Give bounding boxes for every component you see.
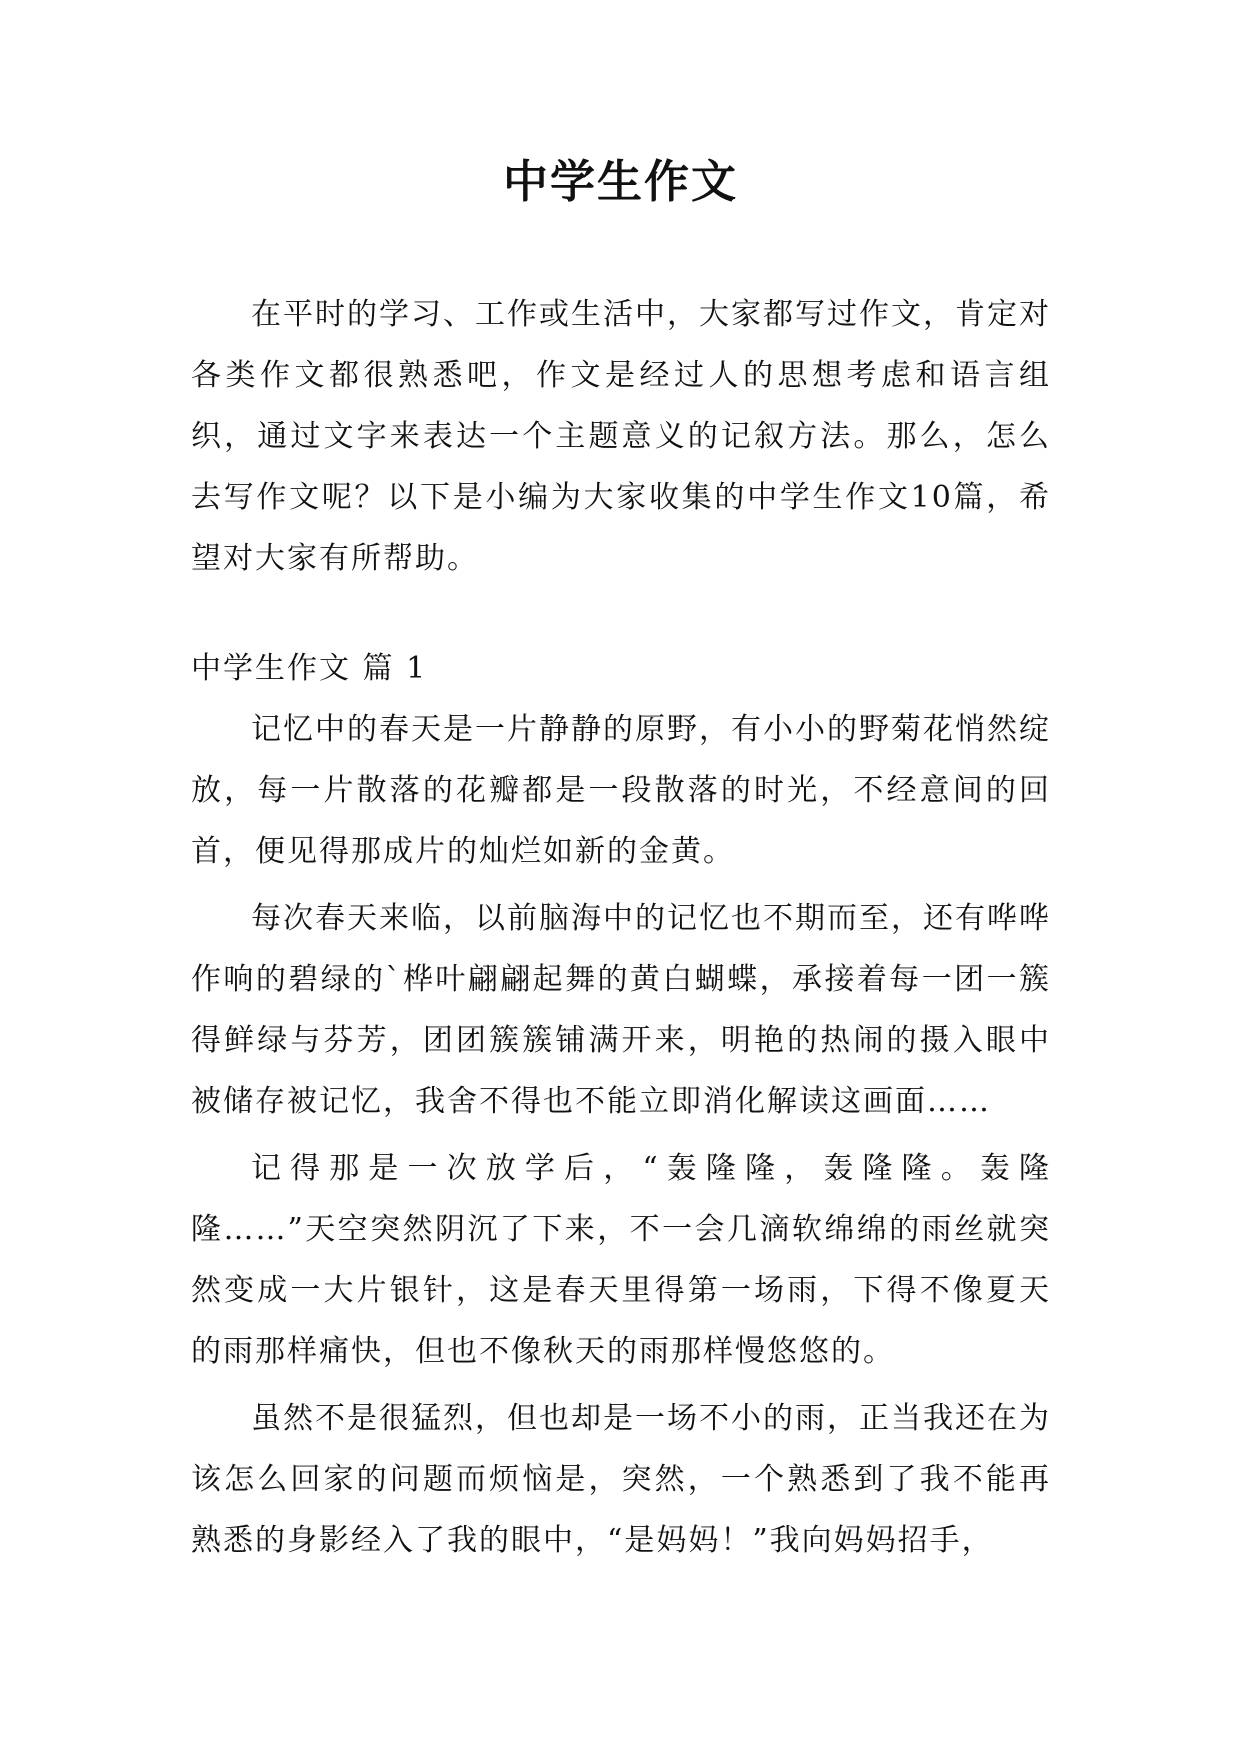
essay-section-1: [191, 638, 1051, 1571]
intro-paragraph: 在平时的学习、工作或生活中，大家都写过作文，肯定对各类作文都很熟悉吧，作文是经过人的思想考虑和语言组织，通过文字来表达一个主题意义的记叙方法。那么，怎么去写作文呢？以下是小编为大家收集的中学生作文10篇，希望对大家有所帮助。: [191, 297, 1051, 576]
section-heading: 中学生作文 篇 1: [191, 651, 428, 686]
essay-paragraph: 记得那是一次放学后，“轰隆隆，轰隆隆。轰隆隆……”天空突然阴沉了下来，不一会几滴软绵绵的雨丝就突然变成一大片银针，这是春天里得第一场雨，下得不像夏天的雨那样痛快，但也不像秋天的雨那样慢悠悠的。: [191, 1151, 1051, 1369]
essay-paragraph: 每次春天来临，以前脑海中的记忆也不期而至，还有哗哗作响的碧绿的`桦叶翩翩起舞的黄白蝴蝶，承接着每一团一簇得鲜绿与芬芳，团团簇簇铺满开来，明艳的热闹的摄入眼中被储存被记忆，我舍不得也不能立即消化解读这画面……: [191, 901, 1051, 1119]
intro-block: [191, 284, 1051, 589]
essay-paragraph: 记忆中的春天是一片静静的原野，有小小的野菊花悄然绽放，每一片散落的花瓣都是一段散落的时光，不经意间的回首，便见得那成片的灿烂如新的金黄。: [191, 712, 1051, 869]
document-title: 中学生作文: [502, 155, 738, 208]
essay-paragraph: 虽然不是很猛烈，但也却是一场不小的雨，正当我还在为该怎么回家的问题而烦恼是，突然，一个熟悉到了我不能再熟悉的身影经入了我的眼中，“是妈妈！”我向妈妈招手，: [191, 1401, 1051, 1558]
